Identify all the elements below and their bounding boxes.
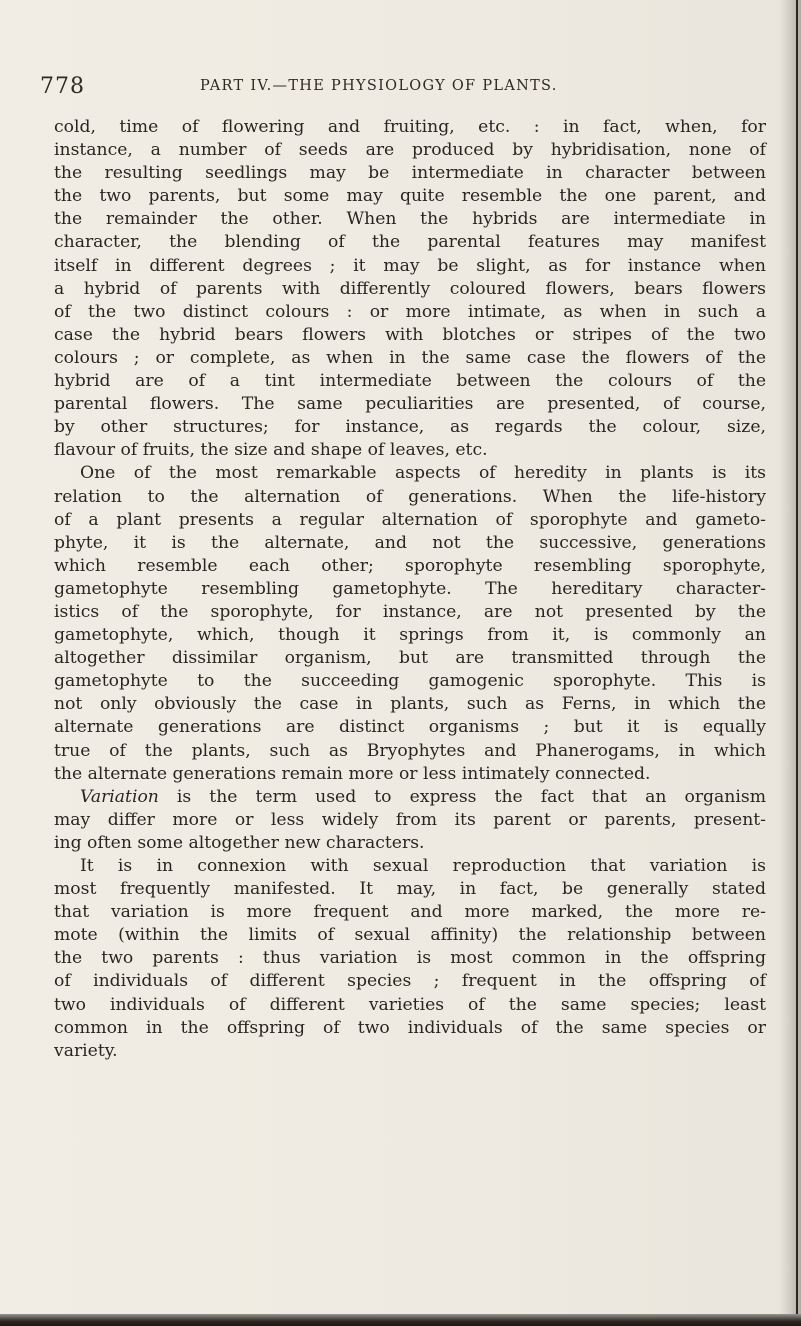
text-line: common in the offspring of two individuals of the same species or [54,1017,766,1038]
text-line: phyte, it is the alternate, and not the successive, generations [54,532,766,553]
text-line: true of the plants, such as Bryophytes and Phanerogams, in which [54,740,766,761]
text-line: that variation is more frequent and more marked, the more re- [54,902,766,923]
page-edge [796,0,798,1326]
italic-term-variation: Variation [80,786,159,807]
text-line: case the hybrid bears flowers with blotches or stripes of the two [54,324,766,345]
text-line: the remainder the other. When the hybrids are intermediate in [54,209,766,230]
text-line: It is in connexion with sexual reproduction that variation is [80,856,766,876]
paragraph-3 [54,786,766,855]
paragraph-4 [54,855,766,1063]
paragraph-1 [54,116,766,462]
text-line: cold, time of flowering and fruiting, etc. : in fact, when, for [54,117,766,137]
text-line: flavour of fruits, the size and shape of leaves, etc. [54,440,488,461]
page-header [40,74,770,102]
text-line: of individuals of different species ; frequent in the offspring of [54,971,766,992]
text-line: two individuals of different varieties of the same species; least [54,994,766,1015]
page-number: 778 [40,74,85,99]
text-line [54,786,766,809]
text-line: relation to the alternation of generations. When the life-history [54,486,766,507]
page-bottom-edge [0,1314,801,1326]
text-line: the resulting seedlings may be intermediate in character between [54,163,766,184]
text-line: of a plant presents a regular alternation of sporophyte and gameto- [54,509,766,530]
text-line: most frequently manifested. It may, in fact, be generally stated [54,879,766,900]
text-line: gametophyte, which, though it springs from it, is commonly an [54,625,766,646]
text-line: ing often some altogether new characters. [54,832,425,853]
text-line: not only obviously the case in plants, such as Ferns, in which the [54,694,766,715]
text-span: is the term used to express the fact that an organism [158,786,766,807]
paragraph-2 [54,462,766,785]
body-text [54,116,766,1063]
running-head: PART IV.—THE PHYSIOLOGY OF PLANTS. [200,78,558,94]
text-line: the two parents, but some may quite resemble the one parent, and [54,186,766,207]
text-line: which resemble each other; sporophyte resembling sporophyte, [54,555,766,576]
text-line: hybrid are of a tint intermediate between the colours of the [54,371,766,392]
text-line: the two parents : thus variation is most common in the offspring [54,948,766,969]
text-line: parental flowers. The same peculiarities are presented, of course, [54,394,766,415]
text-line: instance, a number of seeds are produced by hybridisation, none of [54,140,766,161]
text-line: istics of the sporophyte, for instance, are not presented by the [54,601,766,622]
text-line: a hybrid of parents with differently coloured flowers, bears flowers [54,278,766,299]
text-line: character, the blending of the parental features may manifest [54,232,766,253]
text-line: mote (within the limits of sexual affinity) the relationship between [54,925,766,946]
text-line: may differ more or less widely from its parent or parents, present- [54,809,766,830]
text-line: altogether dissimilar organism, but are transmitted through the [54,648,766,669]
text-line: One of the most remarkable aspects of heredity in plants is its [80,463,766,484]
text-line: gametophyte to the succeeding gamogenic sporophyte. This is [54,671,766,692]
text-line: variety. [54,1040,118,1061]
text-line: alternate generations are distinct organisms ; but it is equally [54,717,766,738]
text-line: itself in different degrees ; it may be slight, as for instance when [54,255,766,276]
text-line: of the two distinct colours : or more intimate, as when in such a [54,301,766,322]
text-line: colours ; or complete, as when in the same case the flowers of the [54,347,766,368]
text-line: by other structures; for instance, as regards the colour, size, [54,417,766,438]
text-line: gametophyte resembling gametophyte. The hereditary character- [54,578,766,599]
text-line: the alternate generations remain more or less intimately connected. [54,763,651,784]
